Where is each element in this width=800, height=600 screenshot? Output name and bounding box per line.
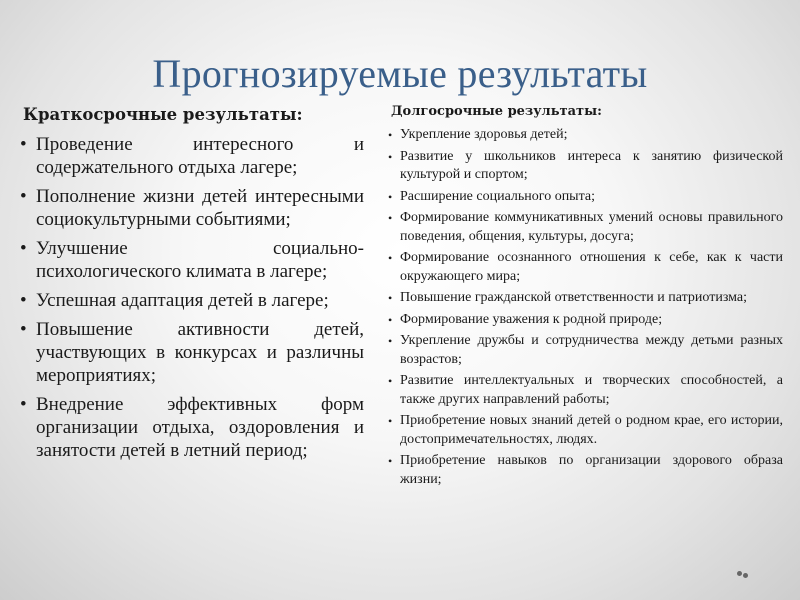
list-item-text: Проведение интересного и содержательного отдыха лагере; <box>36 134 364 178</box>
list-item <box>388 148 783 185</box>
list-item-text: Пополнение жизни детей интересными социокультурными событиями; <box>36 186 364 230</box>
list-item <box>388 209 783 246</box>
bullet-icon: • <box>20 134 27 155</box>
list-item-text: Повышение активности детей, участвующих в конкурсах и различны мероприятиях; <box>36 319 364 386</box>
list-item-text: Внедрение эффективных форм организации отдыха, оздоровления и занятости детей в летний период; <box>36 394 364 461</box>
nav-dot-icon <box>737 571 742 576</box>
slide-nav-dots-icon[interactable] <box>737 570 751 578</box>
list-item <box>388 188 783 207</box>
bullet-icon: • <box>388 251 393 265</box>
list-item <box>19 318 364 387</box>
bullet-icon: • <box>388 211 393 225</box>
long-term-heading: Долгосрочные результаты: <box>391 104 602 119</box>
list-item <box>388 452 783 489</box>
nav-dot-icon <box>743 573 748 578</box>
bullet-icon: • <box>388 189 393 204</box>
bullet-icon: • <box>388 149 393 164</box>
bullet-icon: • <box>388 291 393 305</box>
list-item-text: Развитие интеллектуальных и творческих способностей, а также других направлений работы; <box>400 373 783 407</box>
short-term-heading: Краткосрочные результаты: <box>23 105 303 124</box>
bullet-icon: • <box>388 454 393 468</box>
bullet-icon: • <box>388 334 393 348</box>
list-item-text: Приобретение навыков по организации здорового образа жизни; <box>400 453 783 487</box>
bullet-icon: • <box>388 414 393 428</box>
list-item <box>19 393 364 462</box>
bullet-icon: • <box>20 186 27 207</box>
bullet-icon: • <box>20 238 27 259</box>
list-item <box>388 249 783 286</box>
list-item-text: Формирование осознанного отношения к себе, как к части окружающего мира; <box>400 250 783 284</box>
list-item <box>388 372 783 409</box>
list-item-text: Успешная адаптация детей в лагере; <box>36 290 329 311</box>
list-item-text: Формирование коммуникативных умений основы правильного поведения, общения, культуры, досуга; <box>400 210 783 244</box>
list-item-text: Формирование уважения к родной природе; <box>400 311 663 327</box>
list-item <box>19 133 364 179</box>
slide-title: Прогнозируемые результаты <box>152 51 648 96</box>
bullet-icon: • <box>388 312 393 327</box>
list-item <box>388 332 783 369</box>
list-item <box>19 237 364 283</box>
list-item <box>388 311 783 330</box>
bullet-icon: • <box>388 374 393 388</box>
short-term-list <box>19 133 364 462</box>
bullet-icon: • <box>388 128 393 142</box>
bullet-icon: • <box>20 394 27 415</box>
short-term-results-column <box>19 104 364 468</box>
list-item-text: Повышение гражданской ответственности и патриотизма; <box>400 290 748 305</box>
list-item <box>388 289 783 308</box>
list-item-text: Укрепление дружбы и сотрудничества между детьми разных возрастов; <box>400 333 783 367</box>
list-item <box>388 412 783 449</box>
list-item-text: Развитие у школьников интереса к занятию физической культурой и спортом; <box>400 148 783 182</box>
list-item <box>388 126 783 145</box>
list-item-text: Приобретение новых знаний детей о родном крае, его истории, достопримечательностях, людях. <box>400 413 783 447</box>
list-item <box>19 185 364 231</box>
long-term-list <box>388 126 783 489</box>
bullet-icon: • <box>20 290 27 311</box>
long-term-results-column <box>388 103 783 492</box>
list-item <box>19 289 364 312</box>
list-item-text: Улучшение социально-психологического климата в лагере; <box>36 238 364 282</box>
list-item-text: Расширение социального опыта; <box>400 188 595 204</box>
bullet-icon: • <box>20 319 27 340</box>
list-item-text: Укрепление здоровья детей; <box>400 127 568 142</box>
